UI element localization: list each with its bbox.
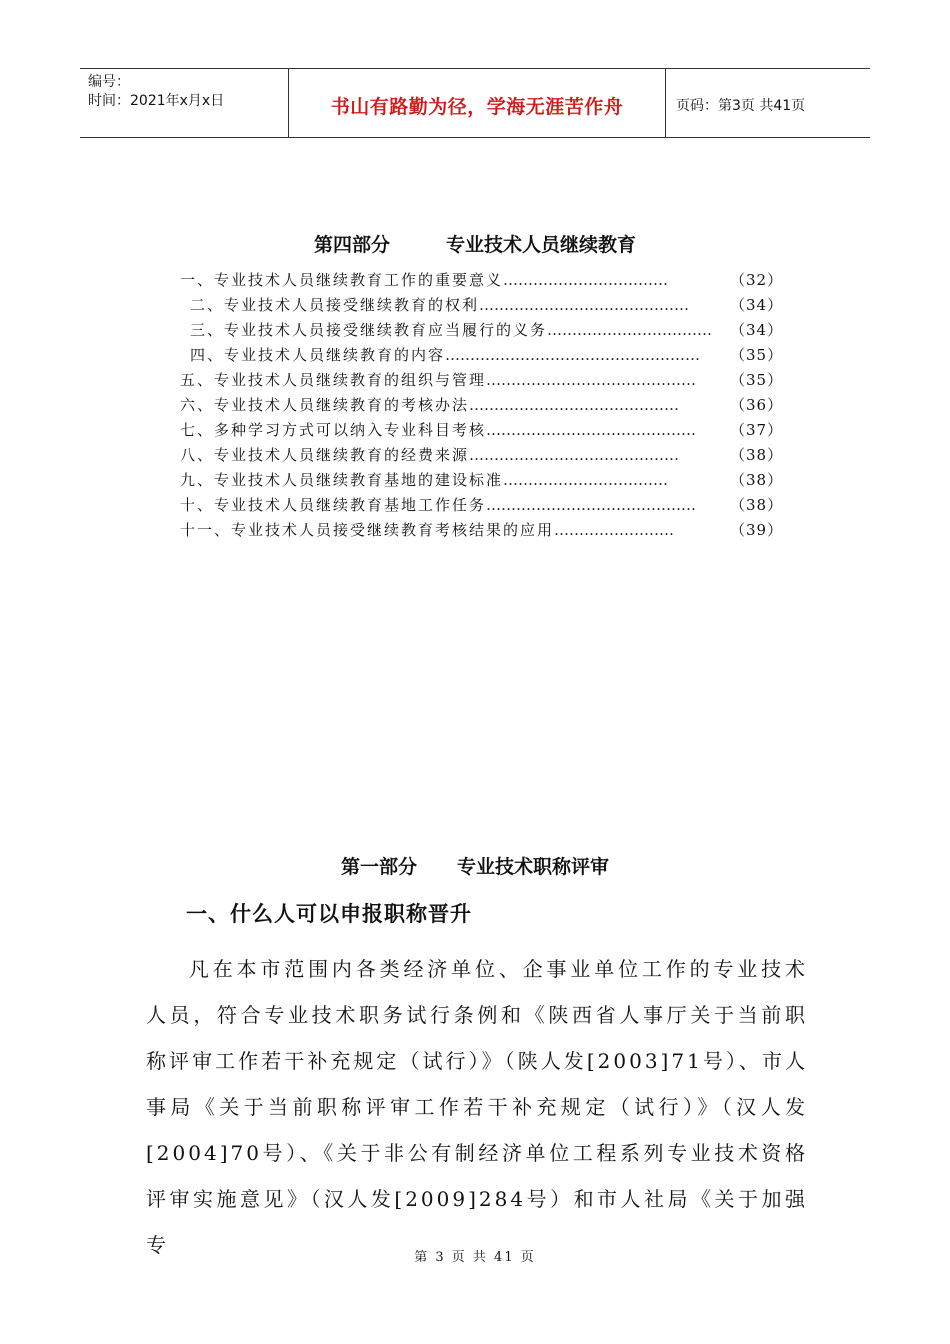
toc-item-leader: ……………………………………	[479, 296, 690, 314]
toc-item-label: 九、专业技术人员继续教育基地的建设标准	[180, 471, 504, 489]
toc-item-page: （38）	[730, 446, 784, 464]
toc-item	[180, 443, 800, 468]
toc-item-leader: ……………………………………	[486, 371, 697, 389]
number-label: 编号：	[88, 74, 130, 90]
toc-item	[180, 518, 800, 543]
toc-item-leader: ……………………………………	[486, 421, 697, 439]
part1-title	[0, 852, 950, 879]
toc-item-label: 一、专业技术人员继续教育工作的重要意义	[180, 271, 504, 289]
part4-title-left: 第四部分	[313, 234, 390, 256]
toc-item-label: 五、专业技术人员继续教育的组织与管理	[180, 371, 487, 389]
toc-item-leader: ……………………………………	[469, 396, 680, 414]
part4-title-right: 专业技术人员继续教育	[446, 234, 637, 256]
toc-item-page: （35）	[730, 371, 784, 389]
body-paragraph-text: 凡在本市范围内各类经济单位、企事业单位工作的专业技术人员，符合专业技术职务试行条例和《陕西省人事厅关于当前职称评审工作若干补充规定（试行）》（陕人发[2003]71号）、市人事局《关于当前职称评审工作若干补充规定（试行）》（汉人发[2004]70号）、《关于非公有制经济单位工程系列专业技术资格评审实施意见》（汉人发[2009]284号）和市人社局《关于加强专	[146, 957, 808, 1257]
toc-item	[180, 293, 800, 318]
toc-item	[180, 268, 800, 293]
toc-item	[180, 493, 800, 518]
toc-item-label: 二、专业技术人员接受继续教育的权利	[190, 296, 480, 314]
toc-item	[180, 318, 800, 343]
toc-item-page: （37）	[730, 421, 784, 439]
toc-item-page: （35）	[730, 346, 784, 364]
toc-item-page: （38）	[730, 496, 784, 514]
toc-item-label: 十、专业技术人员继续教育基地工作任务	[180, 496, 487, 514]
table-of-contents	[180, 268, 800, 543]
toc-item-leader: ……………………………	[503, 471, 669, 489]
toc-item	[180, 368, 800, 393]
toc-item-leader: ……………………	[554, 521, 675, 539]
header-meta	[80, 69, 289, 137]
toc-item-page: （34）	[730, 296, 784, 314]
toc-item-label: 三、专业技术人员接受继续教育应当履行的义务	[190, 321, 548, 339]
toc-item-page: （38）	[730, 471, 784, 489]
part4-title	[0, 230, 950, 257]
part1-title-right: 专业技术职称评审	[457, 856, 610, 878]
toc-item-leader: ……………………………	[547, 321, 713, 339]
header-page-info: 页码：第3页 共41页	[676, 98, 806, 114]
toc-item-label: 七、多种学习方式可以纳入专业科目考核	[180, 421, 487, 439]
body-paragraph	[146, 946, 808, 1268]
toc-item	[180, 468, 800, 493]
toc-item-label: 四、专业技术人员继续教育的内容	[190, 346, 446, 364]
toc-item-leader: ……………………………	[503, 271, 669, 289]
header-motto: 书山有路勤为径，学海无涯苦作舟	[289, 69, 666, 137]
toc-item	[180, 418, 800, 443]
toc-item-leader: ……………………………………	[486, 496, 697, 514]
toc-item-leader: ……………………………………………	[445, 346, 701, 364]
toc-item-page: （34）	[730, 321, 784, 339]
toc-item	[180, 343, 800, 368]
toc-item-label: 八、专业技术人员继续教育的经费来源	[180, 446, 470, 464]
toc-item	[180, 393, 800, 418]
page-header	[80, 68, 870, 138]
toc-item-page: （32）	[730, 271, 784, 289]
toc-item-label: 六、专业技术人员继续教育的考核办法	[180, 396, 470, 414]
toc-item-page: （36）	[730, 396, 784, 414]
page-footer: 第 3 页 共 41 页	[414, 1250, 536, 1265]
part1-title-left: 第一部分	[340, 856, 417, 878]
section-heading: 一、什么人可以申报职称晋升	[186, 902, 472, 926]
toc-item-leader: ……………………………………	[469, 446, 680, 464]
date-label: 时间：2021年x月x日	[88, 93, 225, 109]
toc-item-page: （39）	[730, 521, 784, 539]
toc-item-label: 十一、专业技术人员接受继续教育考核结果的应用	[180, 521, 555, 539]
